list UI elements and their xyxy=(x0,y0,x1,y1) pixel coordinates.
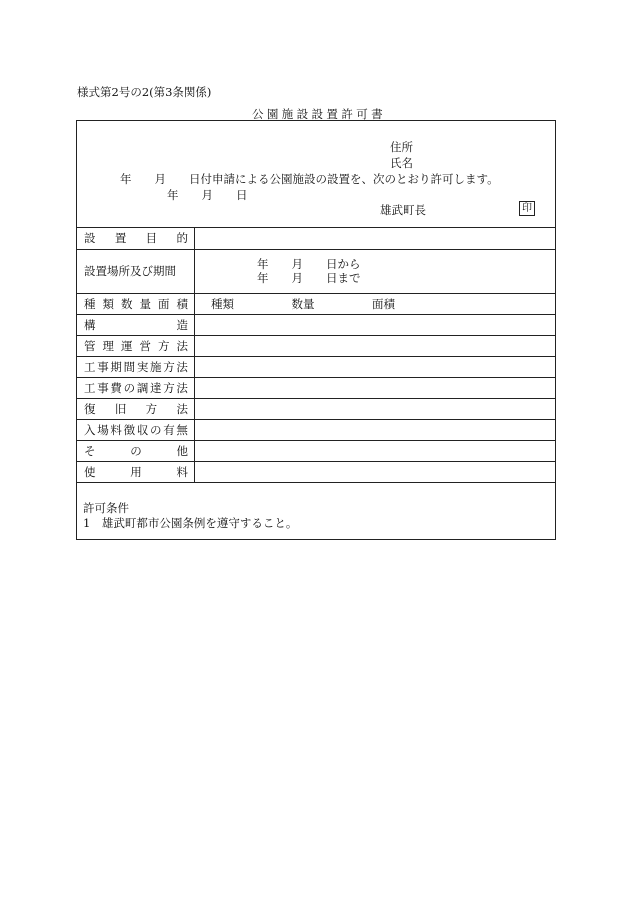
label-char: 置 xyxy=(114,230,127,245)
label-char: 場 xyxy=(97,422,109,437)
label-char: 収 xyxy=(136,422,149,437)
application-statement: 年 月 日付申請による公園施設の設置を、次のとおり許可します。 xyxy=(120,172,499,186)
label-char: 旧 xyxy=(114,401,127,416)
row-value xyxy=(195,440,556,461)
row-value xyxy=(195,377,556,398)
row-label xyxy=(77,440,195,461)
label-char: 達 xyxy=(150,380,162,395)
table-row xyxy=(77,356,555,377)
label-char: 管 xyxy=(84,338,96,353)
label-char: 法 xyxy=(176,401,188,416)
label-char: 数 xyxy=(121,296,133,311)
table-row xyxy=(77,377,555,398)
row-value xyxy=(195,419,556,440)
row-label xyxy=(77,419,195,440)
label-char: 方 xyxy=(163,380,175,395)
permit-form xyxy=(76,120,556,540)
label-char: 運 xyxy=(121,338,133,353)
label-char: 使 xyxy=(84,464,96,479)
label-char: 造 xyxy=(176,317,188,332)
label-char: 工 xyxy=(84,359,96,374)
label-char: 構 xyxy=(84,317,96,332)
label-char: の xyxy=(150,422,162,437)
label-text: 設置場所及び期間 xyxy=(84,264,176,278)
label-char: 有 xyxy=(163,422,175,437)
label-char: 法 xyxy=(176,380,188,395)
label-char: 目 xyxy=(145,230,158,245)
label-char: そ xyxy=(84,443,96,458)
label-char: 実 xyxy=(136,359,149,374)
condition-item: 1 雄武町都市公園条例を遵守すること。 xyxy=(83,516,298,530)
table-row xyxy=(77,335,555,356)
permit-conditions xyxy=(77,490,555,540)
table-row xyxy=(77,419,555,440)
label-char: 事 xyxy=(97,380,109,395)
mayor-title: 雄武町長 xyxy=(380,203,426,217)
label-char: 徴 xyxy=(123,422,136,437)
table-row xyxy=(77,293,555,314)
row-label xyxy=(77,293,195,314)
row-value xyxy=(195,398,556,419)
label-char: 用 xyxy=(130,464,142,479)
row-value xyxy=(195,461,556,482)
row-label xyxy=(77,356,195,377)
label-char: 事 xyxy=(97,359,109,374)
table-row xyxy=(77,314,555,335)
label-char: 種 xyxy=(84,296,96,311)
period-from: 年 月 日から xyxy=(257,257,361,271)
label-char: 方 xyxy=(145,401,158,416)
row-label xyxy=(77,314,195,335)
row-label xyxy=(77,461,195,482)
label-char: 調 xyxy=(136,380,149,395)
label-char: 方 xyxy=(158,338,170,353)
table-row xyxy=(77,461,555,482)
label-char: 面 xyxy=(158,296,170,311)
row-label xyxy=(77,377,195,398)
label-char: の xyxy=(123,380,136,395)
row-value xyxy=(195,293,556,314)
label-char: 法 xyxy=(176,359,188,374)
label-char: 積 xyxy=(176,296,188,311)
label-char: 方 xyxy=(163,359,175,374)
label-char: 料 xyxy=(176,464,188,479)
label-char: 入 xyxy=(84,422,96,437)
permit-header xyxy=(77,121,555,228)
label-char: 設 xyxy=(84,230,96,245)
label-char: 法 xyxy=(176,338,188,353)
label-char: 料 xyxy=(110,422,122,437)
label-char: 工 xyxy=(84,380,96,395)
label-char: 的 xyxy=(176,230,188,245)
permit-details-table xyxy=(77,227,555,483)
conditions-title: 許可条件 xyxy=(83,501,129,515)
label-char: 間 xyxy=(123,359,136,374)
row-label xyxy=(77,335,195,356)
label-char: 他 xyxy=(176,443,188,458)
label-char: 期 xyxy=(110,359,122,374)
row-label xyxy=(77,227,195,249)
row-value xyxy=(195,249,556,293)
row-value xyxy=(195,335,556,356)
address-label: 住所 xyxy=(390,140,413,154)
row-value-text: 種類 数量 面積 xyxy=(211,296,395,311)
table-row xyxy=(77,249,555,293)
table-row xyxy=(77,398,555,419)
row-value xyxy=(195,227,556,249)
row-label xyxy=(77,249,195,293)
label-char: 施 xyxy=(150,359,162,374)
label-char: の xyxy=(130,443,142,458)
label-char: 無 xyxy=(176,422,188,437)
period-to: 年 月 日まで xyxy=(257,271,361,285)
row-value xyxy=(195,356,556,377)
table-row xyxy=(77,440,555,461)
label-char: 量 xyxy=(139,296,151,311)
document-title: 公園施設設置許可書 xyxy=(251,107,387,121)
form-number: 様式第2号の2(第3条関係) xyxy=(77,85,212,99)
row-value xyxy=(195,314,556,335)
permit-date: 年 月 日 xyxy=(167,188,248,202)
table-row xyxy=(77,227,555,249)
label-char: 類 xyxy=(102,296,114,311)
name-label: 氏名 xyxy=(390,156,413,170)
label-char: 費 xyxy=(110,380,122,395)
label-char: 復 xyxy=(84,401,96,416)
label-char: 理 xyxy=(102,338,114,353)
row-label xyxy=(77,398,195,419)
label-char: 営 xyxy=(139,338,151,353)
seal-mark: 印 xyxy=(519,201,535,216)
